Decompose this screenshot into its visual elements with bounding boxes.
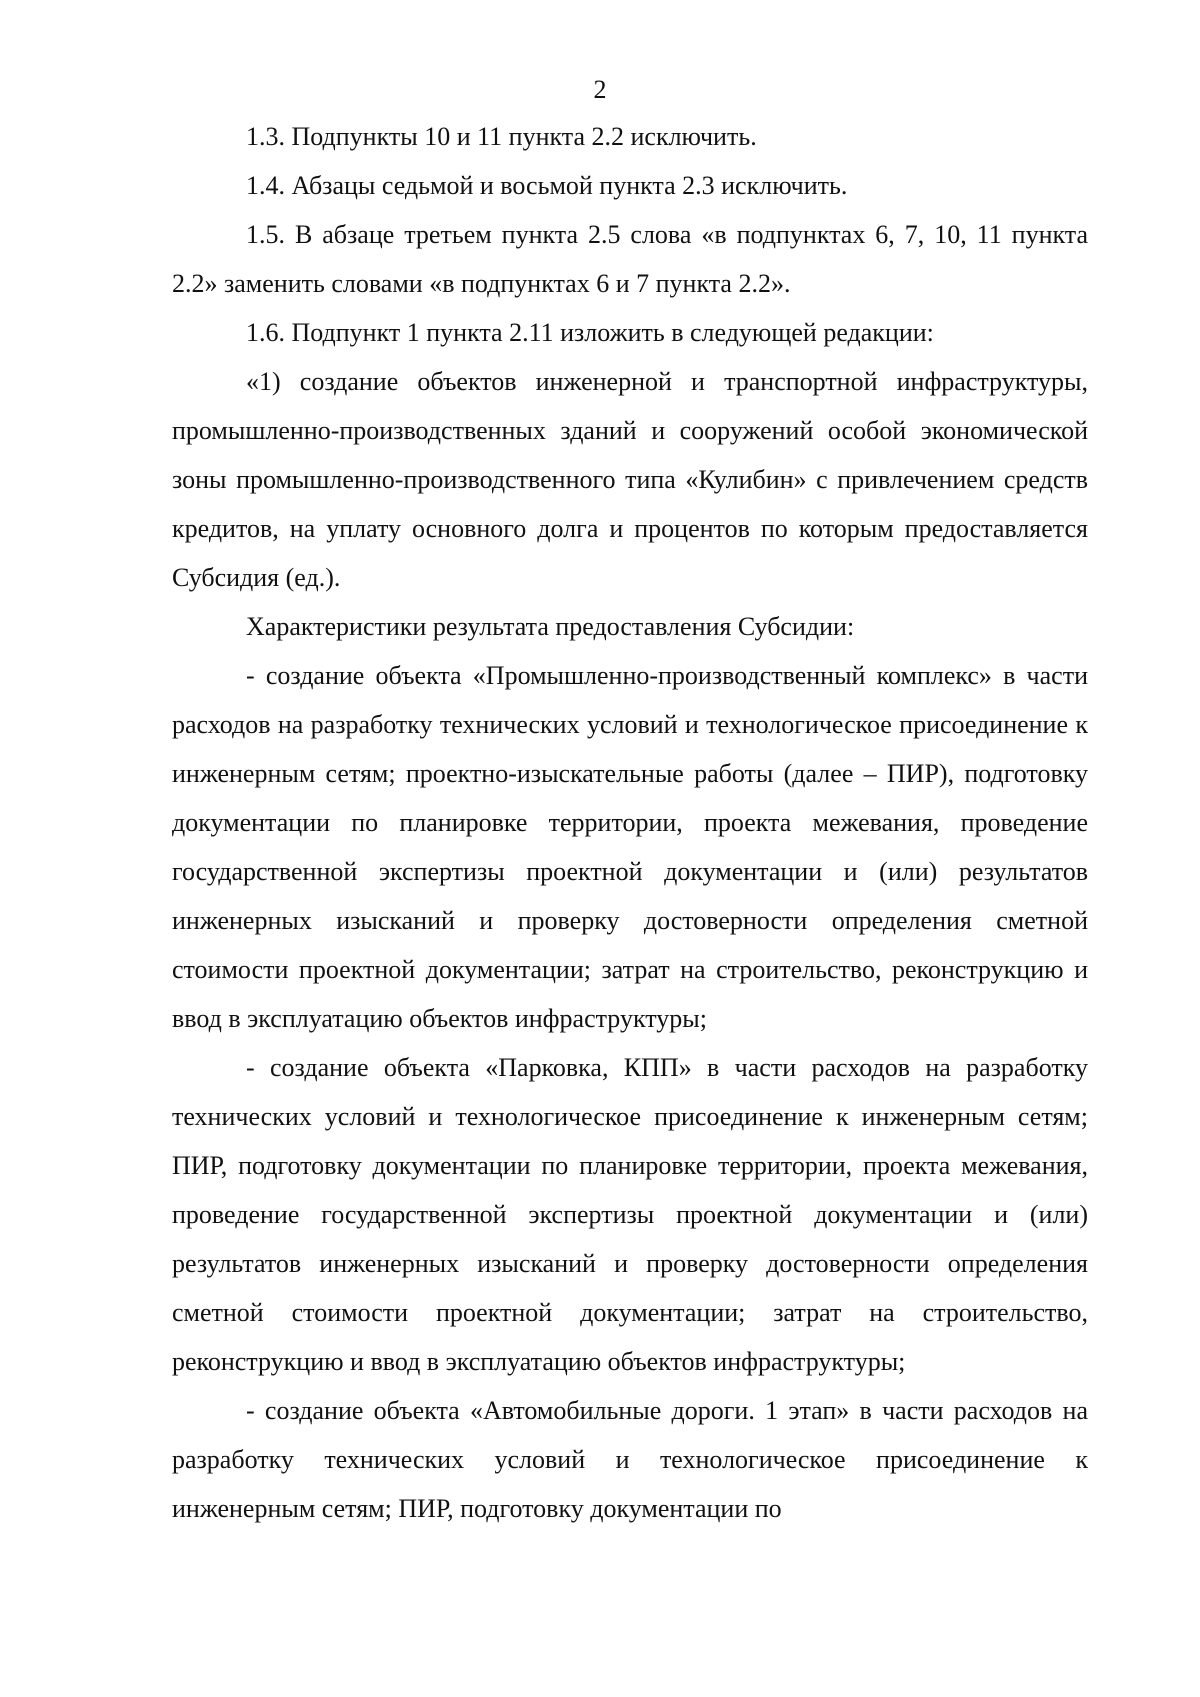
paragraph-bullet-industrial-complex: - создание объекта «Промышленно-производственный комплекс» в части расходов на разработку технических условий и технологическое присоединение к инженерным сетям; проектно-изыскательные работы (далее – ПИР), подготовку документации по планировке территории, проекта межевания, проведение государственной экспертизы проектной документации и (или) результатов инженерных изысканий и проверку достоверности определения сметной стоимости проектной документации; затрат на строительство, реконструкцию и ввод в эксплуатацию объектов инфраструктуры;: [172, 661, 1088, 1033]
paragraph-bullet-parking-checkpoint: - создание объекта «Парковка, КПП» в части расходов на разработку технических условий и технологическое присоединение к инженерным сетям; ПИР, подготовку документации по планировке территории, проекта межевания, проведение государственной экспертизы проектной документации и (или) результатов инженерных изысканий и проверку достоверности определения сметной стоимости проектной документации; затрат на строительство, реконструкцию и ввод в эксплуатацию объектов инфраструктуры;: [172, 1053, 1088, 1376]
paragraph-quoted-item-1: «1) создание объектов инженерной и транспортной инфраструктуры, промышленно-производственных зданий и сооружений особой экономической зоны промышленно-производственного типа «Кулибин» с привлечением средств кредитов, на уплату основного долга и процентов по которым предоставляется Субсидия (ед.).: [172, 367, 1088, 592]
paragraph-bullet-roads-stage-1: - создание объекта «Автомобильные дороги. 1 этап» в части расходов на разработку технических условий и технологическое присоединение к инженерным сетям; ПИР, подготовку документации по: [172, 1396, 1088, 1523]
paragraph-1-5: 1.5. В абзаце третьем пункта 2.5 слова «в подпунктах 6, 7, 10, 11 пункта 2.2» заменить словами «в подпунктах 6 и 7 пункта 2.2».: [172, 220, 1088, 298]
paragraph-1-3: 1.3. Подпункты 10 и 11 пункта 2.2 исключить.: [246, 122, 757, 151]
paragraph-1-4: 1.4. Абзацы седьмой и восьмой пункта 2.3 исключить.: [246, 171, 848, 200]
document-body: [172, 112, 1088, 1533]
paragraph-characteristics-heading: Характеристики результата предоставления Субсидии:: [246, 612, 855, 641]
paragraph-1-6: 1.6. Подпункт 1 пункта 2.11 изложить в следующей редакции:: [246, 318, 934, 347]
page-number: 2: [593, 75, 607, 104]
